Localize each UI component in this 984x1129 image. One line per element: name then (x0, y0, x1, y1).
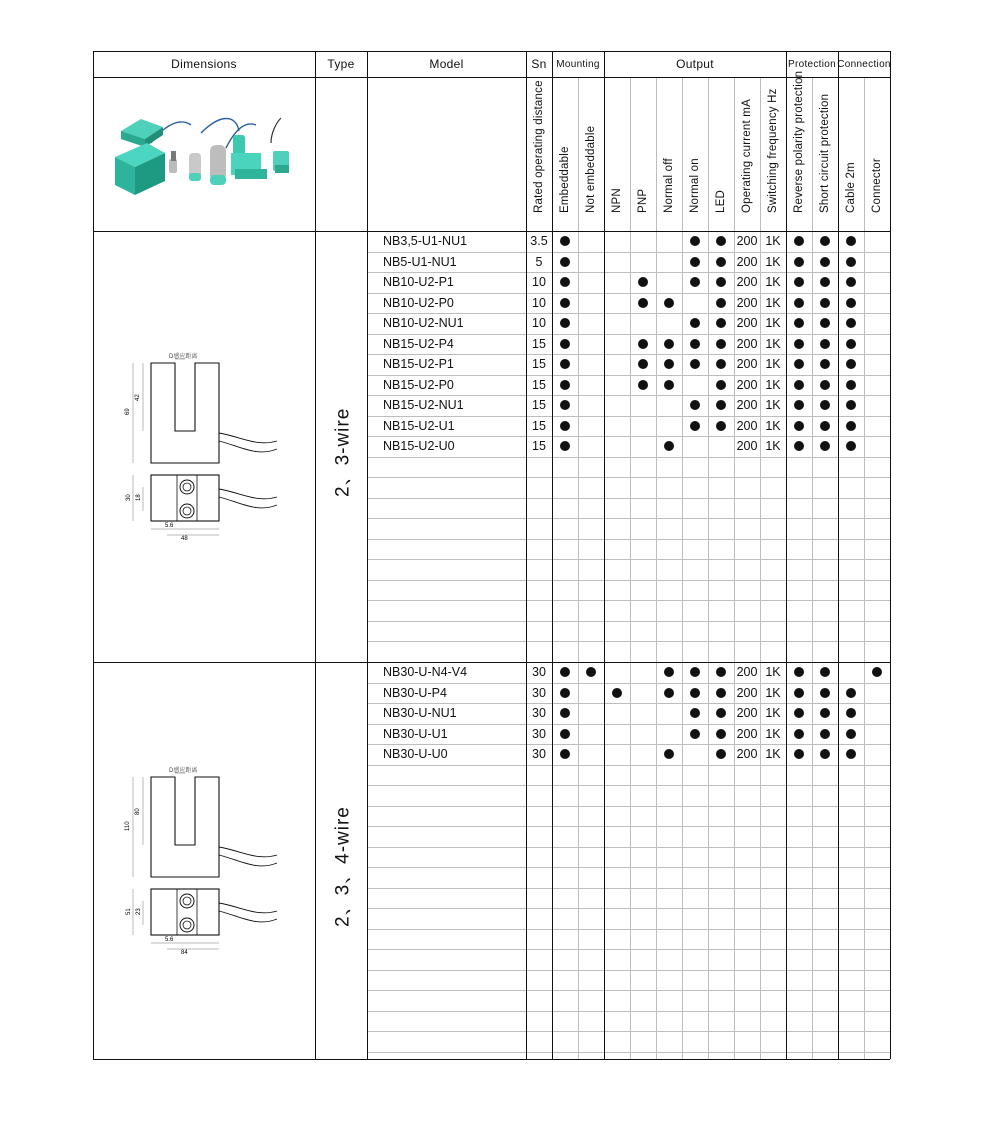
grid-col-line (734, 77, 735, 1059)
table-border-v (786, 51, 787, 1059)
model-cell: NB30-U-U0 (383, 747, 448, 761)
sn-cell: 10 (532, 316, 546, 330)
spec-dot (794, 441, 804, 451)
spec-dot (820, 441, 830, 451)
current-cell: 200 (736, 275, 758, 289)
spec-dot (690, 318, 700, 328)
spec-dot (690, 236, 700, 246)
freq-cell: 1K (765, 685, 781, 700)
spec-dot (794, 318, 804, 328)
spec-dot (794, 749, 804, 759)
dimension-drawing-3wire (127, 351, 297, 541)
current-cell: 200 (736, 439, 758, 453)
spec-dot (690, 688, 700, 698)
subheader-label: Operating current mA (741, 99, 753, 213)
subheader-1 (552, 78, 578, 228)
spec-dot (716, 708, 726, 718)
current-cell: 200 (736, 706, 758, 720)
freq-cell: 1K (765, 747, 781, 761)
dim-f: 48 (181, 536, 188, 542)
spec-dot (846, 421, 856, 431)
model-cell: NB15-U2-P4 (383, 336, 454, 351)
spec-dot (846, 236, 856, 246)
spec-dot (716, 421, 726, 431)
model-cell: NB10-U2-NU1 (383, 316, 464, 330)
model-cell: NB15-U2-U0 (383, 439, 455, 453)
table-border-v (367, 51, 368, 1059)
spec-dot (820, 421, 830, 431)
spec-dot (846, 441, 856, 451)
spec-dot (794, 729, 804, 739)
sn-cell: 30 (532, 685, 546, 700)
header-type: Type (327, 57, 355, 71)
spec-dot (690, 277, 700, 287)
header-output: Output (676, 57, 714, 71)
freq-cell: 1K (765, 706, 781, 720)
subheader-6 (682, 78, 708, 228)
subheader-label: Reverse polarity protection (793, 70, 805, 213)
freq-cell: 1K (765, 254, 781, 269)
freq-cell: 1K (765, 275, 781, 289)
subheader-5 (656, 78, 682, 228)
model-cell: NB15-U2-P0 (383, 377, 454, 392)
spec-dot (716, 400, 726, 410)
freq-cell: 1K (765, 295, 781, 310)
spec-dot (846, 688, 856, 698)
spec-dot (820, 359, 830, 369)
grid-col-line (760, 77, 761, 1059)
spec-dot (820, 729, 830, 739)
dimension-drawing-4wire (127, 765, 297, 955)
spec-dot (794, 667, 804, 677)
spec-dot (664, 339, 674, 349)
spec-dot (560, 400, 570, 410)
spec-dot (664, 359, 674, 369)
freq-cell: 1K (765, 336, 781, 351)
current-cell: 200 (736, 254, 758, 269)
current-cell: 200 (736, 295, 758, 310)
sn-cell: 15 (532, 377, 546, 392)
subheader-2 (578, 78, 604, 228)
model-cell: NB5-U1-NU1 (383, 254, 457, 269)
freq-cell: 1K (765, 234, 781, 248)
spec-dot (820, 257, 830, 267)
table-border-h (93, 77, 890, 78)
dim-a: 69 (125, 408, 131, 415)
dim-e: 5.6 (165, 523, 174, 529)
current-cell: 200 (736, 336, 758, 351)
spec-dot (794, 339, 804, 349)
spec-dot (794, 298, 804, 308)
spec-dot (820, 667, 830, 677)
subheader-label: Switching frequency Hz (767, 88, 779, 213)
sn-cell: 5 (535, 254, 543, 269)
spec-dot (846, 749, 856, 759)
freq-cell: 1K (765, 377, 781, 392)
dim-c: 30 (126, 494, 132, 501)
grid-col-line (708, 77, 709, 1059)
spec-dot (846, 400, 856, 410)
spec-dot (560, 441, 570, 451)
current-cell: 200 (736, 377, 758, 392)
spec-dot (664, 380, 674, 390)
spec-dot (690, 339, 700, 349)
table-border-v (838, 51, 839, 1059)
sn-cell: 15 (532, 336, 546, 351)
spec-dot (664, 688, 674, 698)
spec-dot (716, 749, 726, 759)
subheader-label: Normal off (663, 158, 675, 213)
spec-dot (664, 298, 674, 308)
subheader-9 (760, 78, 786, 228)
spec-table (93, 51, 890, 1059)
spec-dot (690, 359, 700, 369)
current-cell: 200 (736, 234, 758, 248)
spec-dot (560, 749, 570, 759)
current-cell: 200 (736, 726, 758, 741)
subheader-8 (734, 78, 760, 228)
spec-dot (664, 667, 674, 677)
product-photo (111, 113, 301, 197)
spec-dot (716, 257, 726, 267)
sn-cell: 3.5 (530, 234, 548, 248)
table-border-v (315, 51, 316, 1059)
spec-dot (716, 236, 726, 246)
spec-dot (716, 729, 726, 739)
subheader-0 (526, 78, 552, 228)
spec-dot (638, 380, 648, 390)
drawing-label: D感应距离 (169, 354, 198, 360)
sn-cell: 30 (532, 706, 546, 720)
subheader-label: Not embeddable (585, 125, 597, 213)
subheader-label: Embeddable (559, 146, 571, 213)
spec-dot (846, 359, 856, 369)
subheader-3 (604, 78, 630, 228)
dim-f: 84 (181, 950, 188, 956)
spec-dot (716, 298, 726, 308)
spec-dot (846, 298, 856, 308)
spec-dot (560, 667, 570, 677)
spec-dot (846, 708, 856, 718)
freq-cell: 1K (765, 439, 781, 453)
current-cell: 200 (736, 316, 758, 330)
sn-cell: 30 (532, 726, 546, 741)
spec-dot (664, 441, 674, 451)
dim-d: 23 (136, 908, 142, 915)
spec-dot (638, 339, 648, 349)
grid-col-line (812, 77, 813, 1059)
spec-dot (820, 749, 830, 759)
model-cell: NB30-U-P4 (383, 685, 447, 700)
header-protection: Protection (787, 58, 837, 70)
spec-dot (690, 667, 700, 677)
subheader-11 (812, 78, 838, 228)
spec-dot (560, 688, 570, 698)
spec-dot (794, 421, 804, 431)
spec-dot (560, 729, 570, 739)
spec-dot (716, 667, 726, 677)
drawing-label: D感应距离 (169, 768, 198, 774)
model-cell: NB30-U-N4-V4 (383, 665, 468, 679)
current-cell: 200 (736, 665, 758, 679)
spec-dot (560, 708, 570, 718)
current-cell: 200 (736, 685, 758, 700)
subheader-label: PNP (637, 188, 649, 213)
dim-c: 51 (126, 908, 132, 915)
current-cell: 200 (736, 418, 758, 433)
current-cell: 200 (736, 357, 758, 371)
spec-dot (846, 729, 856, 739)
model-cell: NB30-U-U1 (383, 726, 448, 741)
spec-dot (846, 339, 856, 349)
spec-dot (560, 257, 570, 267)
subheader-7 (708, 78, 734, 228)
spec-dot (794, 257, 804, 267)
header-connection: Connection (837, 58, 891, 70)
subheader-label: Connector (871, 158, 883, 213)
subheader-10 (786, 70, 812, 228)
sn-cell: 15 (532, 398, 546, 412)
spec-dot (846, 380, 856, 390)
spec-dot (560, 359, 570, 369)
spec-dot (794, 688, 804, 698)
sn-cell: 30 (532, 747, 546, 761)
table-border-v (890, 51, 891, 1059)
subheader-label: Cable 2m (845, 162, 857, 213)
spec-dot (820, 708, 830, 718)
model-cell: NB3,5-U1-NU1 (383, 234, 468, 248)
spec-dot (820, 298, 830, 308)
freq-cell: 1K (765, 357, 781, 371)
table-border-v (604, 51, 605, 1059)
freq-cell: 1K (765, 726, 781, 741)
model-cell: NB30-U-NU1 (383, 706, 457, 720)
table-border-h (93, 1059, 890, 1060)
subheader-4 (630, 78, 656, 228)
dim-a: 110 (125, 821, 131, 831)
spec-dot (794, 359, 804, 369)
model-cell: NB15-U2-U1 (383, 418, 455, 433)
subheader-label: Short circuit protection (819, 93, 831, 213)
grid-col-line (656, 77, 657, 1059)
spec-dot (560, 421, 570, 431)
sn-cell: 15 (532, 439, 546, 453)
spec-dot (820, 318, 830, 328)
subheader-label: LED (715, 190, 727, 213)
spec-dot (794, 400, 804, 410)
spec-dot (560, 236, 570, 246)
spec-dot (690, 708, 700, 718)
spec-dot (612, 688, 622, 698)
spec-dot (820, 339, 830, 349)
spec-dot (638, 359, 648, 369)
dim-b: 80 (135, 808, 141, 815)
dim-b: 42 (135, 394, 141, 401)
table-border-v (552, 51, 553, 1059)
dim-e: 5.6 (165, 937, 174, 943)
spec-dot (690, 257, 700, 267)
model-cell: NB10-U2-P0 (383, 295, 454, 310)
spec-dot (820, 380, 830, 390)
spec-dot (690, 400, 700, 410)
spec-dot (794, 277, 804, 287)
spec-dot (638, 277, 648, 287)
model-cell: NB15-U2-NU1 (383, 398, 464, 412)
grid-col-line (578, 77, 579, 1059)
current-cell: 200 (736, 398, 758, 412)
freq-cell: 1K (765, 316, 781, 330)
grid-col-line (682, 77, 683, 1059)
header-sn: Sn (531, 57, 547, 71)
spec-dot (560, 380, 570, 390)
spec-dot (664, 749, 674, 759)
spec-dot (560, 318, 570, 328)
spec-dot (716, 339, 726, 349)
spec-dot (820, 400, 830, 410)
spec-dot (716, 380, 726, 390)
spec-dot (690, 729, 700, 739)
spec-dot (716, 688, 726, 698)
spec-dot (846, 257, 856, 267)
spec-dot (820, 277, 830, 287)
sn-cell: 30 (532, 665, 546, 679)
spec-dot (820, 688, 830, 698)
sn-cell: 10 (532, 295, 546, 310)
grid-col-line (864, 77, 865, 1059)
spec-dot (794, 236, 804, 246)
spec-dot (716, 277, 726, 287)
sn-cell: 15 (532, 357, 546, 371)
spec-dot (690, 421, 700, 431)
spec-dot (846, 277, 856, 287)
spec-dot (716, 318, 726, 328)
spec-dot (820, 236, 830, 246)
header-mounting: Mounting (556, 58, 600, 70)
spec-dot (794, 380, 804, 390)
spec-dot (794, 708, 804, 718)
freq-cell: 1K (765, 418, 781, 433)
subheader-label: Normal on (689, 158, 701, 213)
table-border-v (526, 51, 527, 1059)
spec-dot (560, 298, 570, 308)
grid-col-line (630, 77, 631, 1059)
freq-cell: 1K (765, 665, 781, 679)
header-dimensions: Dimensions (171, 57, 237, 71)
table-border-v (93, 51, 94, 1059)
current-cell: 200 (736, 747, 758, 761)
subheader-label: NPN (611, 188, 623, 213)
spec-dot (846, 318, 856, 328)
freq-cell: 1K (765, 398, 781, 412)
subheader-13 (864, 78, 890, 228)
spec-dot (560, 277, 570, 287)
dim-d: 18 (136, 494, 142, 501)
subheader-label: Rated operating distance (533, 80, 545, 213)
spec-dot (638, 298, 648, 308)
spec-dot (716, 359, 726, 369)
subheader-12 (838, 78, 864, 228)
spec-dot (560, 339, 570, 349)
spec-dot (872, 667, 882, 677)
table-border-h (93, 51, 890, 52)
type-label-group2: 2、3、4-wire (332, 806, 354, 927)
header-model: Model (429, 57, 464, 71)
sn-cell: 10 (532, 275, 546, 289)
model-cell: NB10-U2-P1 (383, 275, 454, 289)
model-cell: NB15-U2-P1 (383, 357, 454, 371)
spec-dot (586, 667, 596, 677)
type-label-group1: 2、3-wire (332, 407, 354, 497)
sn-cell: 15 (532, 418, 546, 433)
